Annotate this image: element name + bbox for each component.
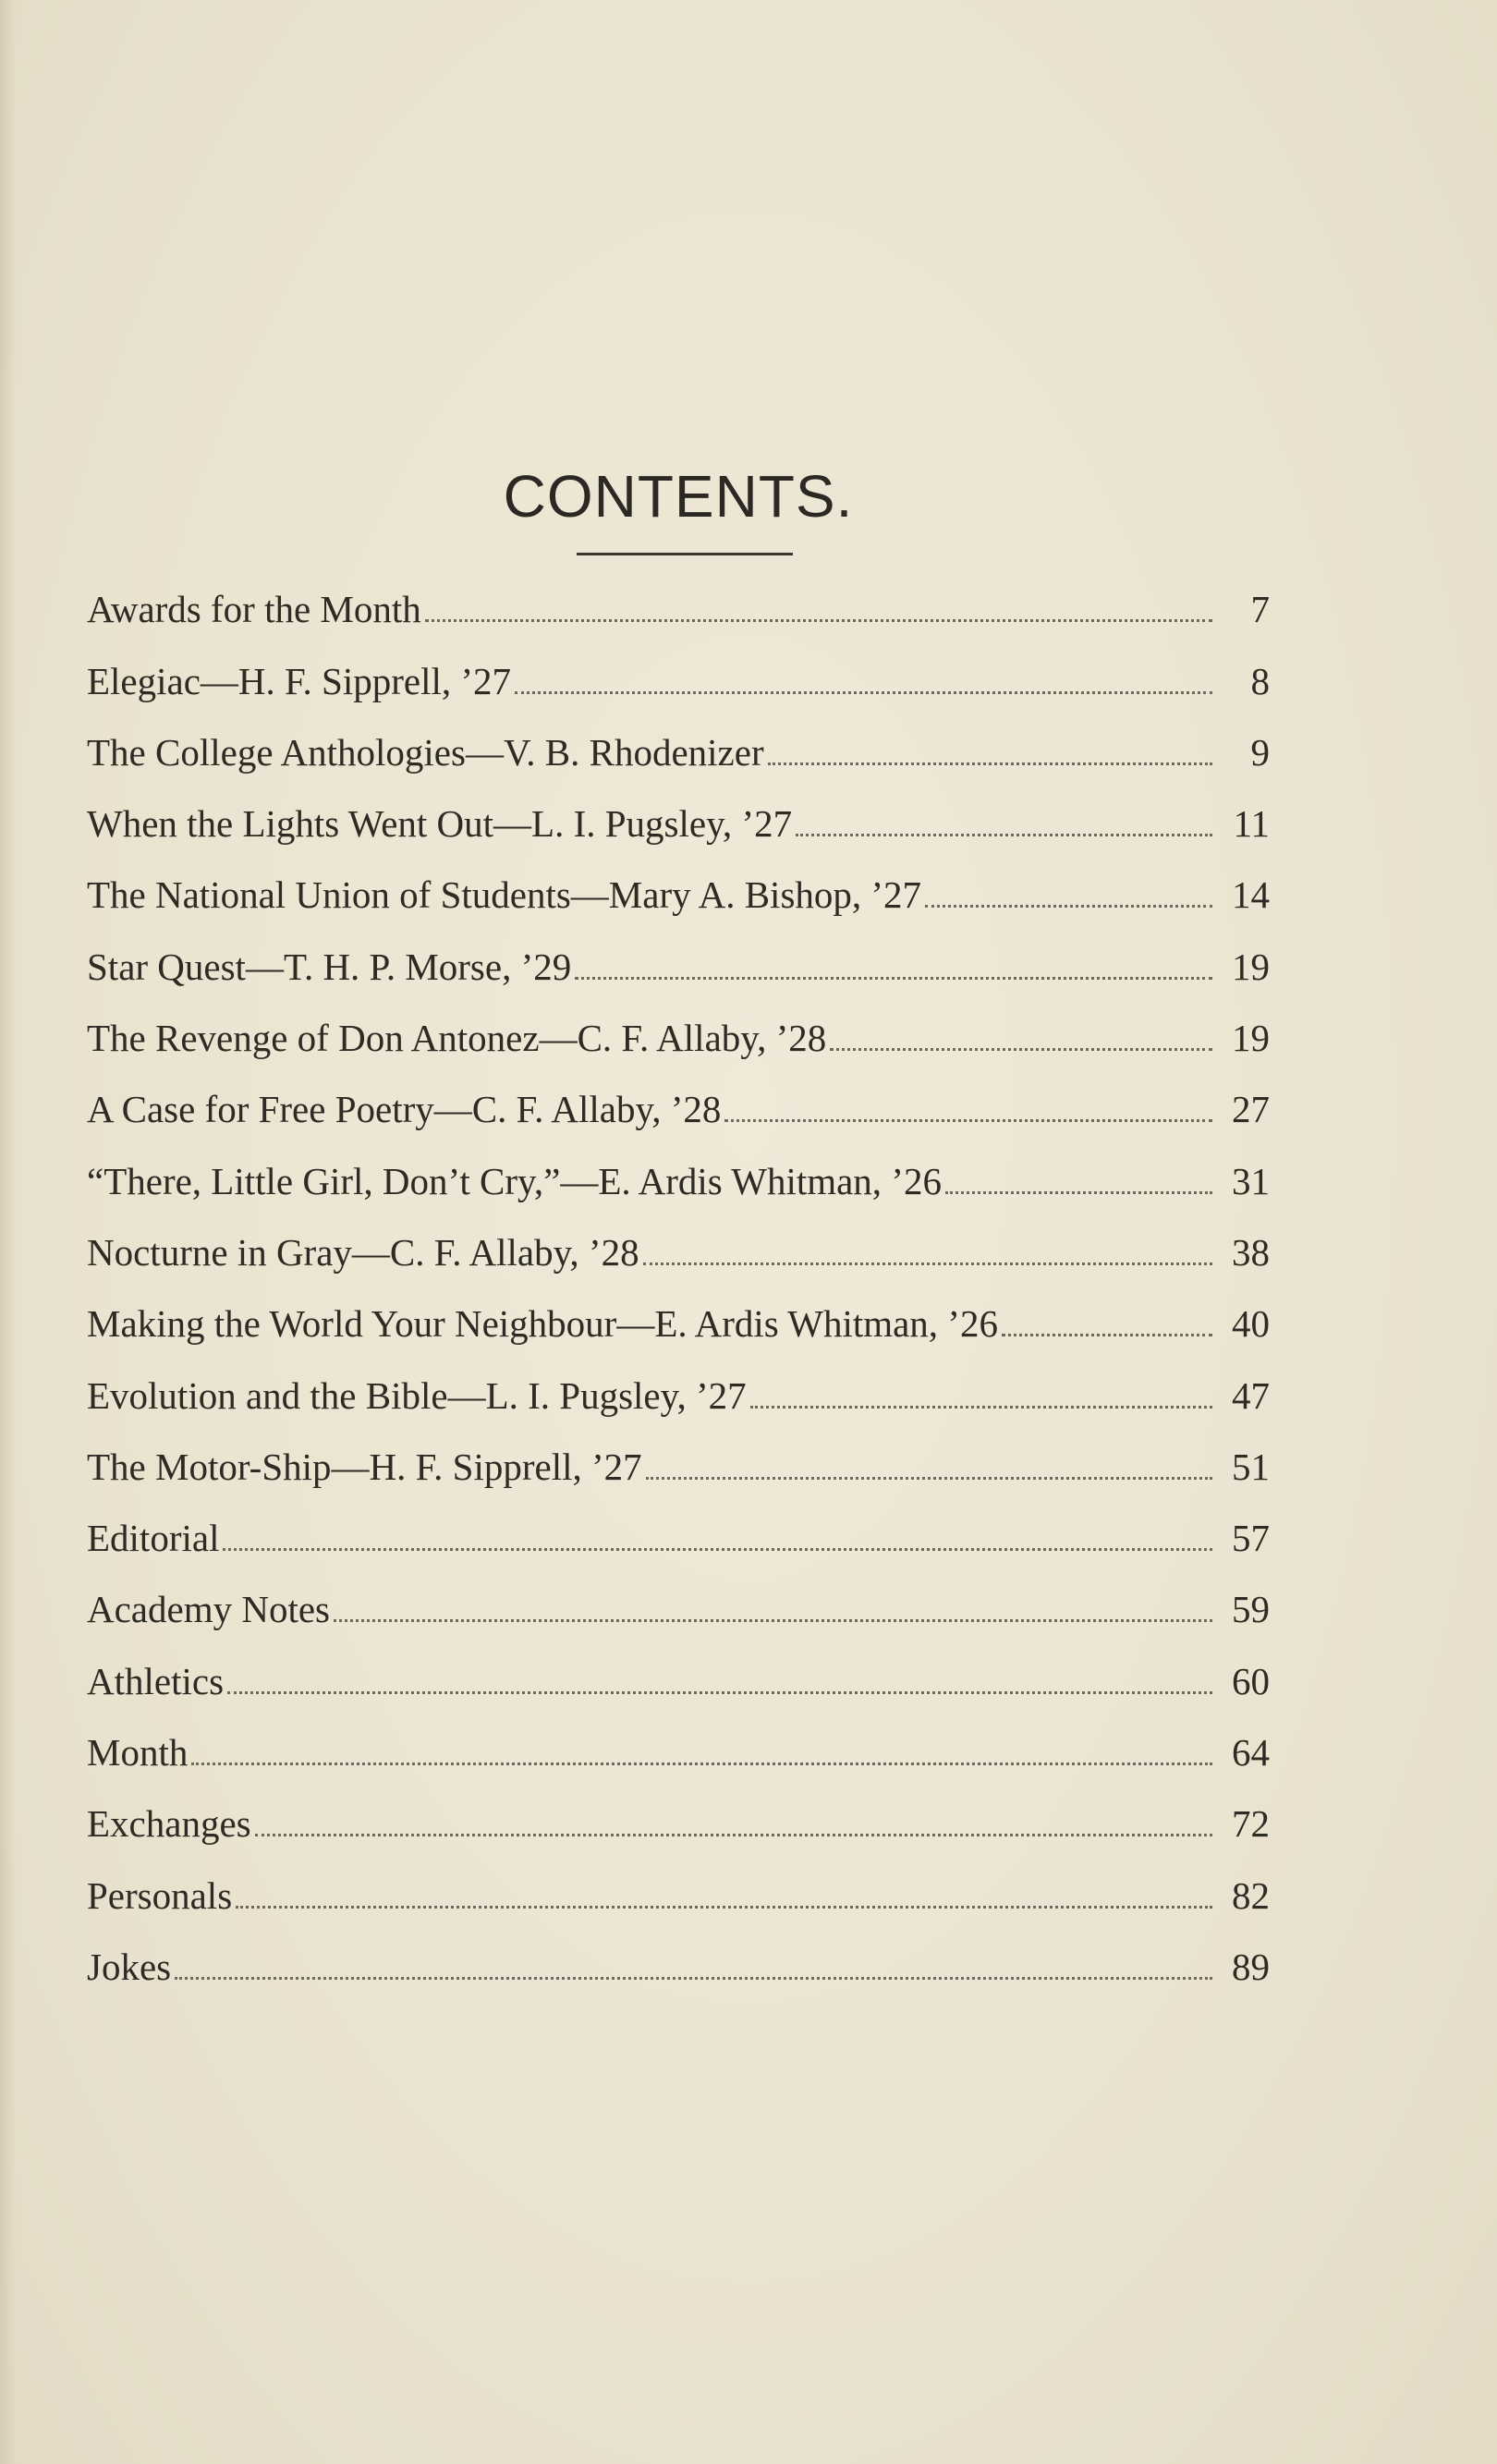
toc-entry [87,1635,1270,1706]
dot-leader [724,1119,1212,1122]
toc-entry-page: 47 [1232,1373,1270,1417]
dot-leader [425,619,1212,622]
toc-entry [87,778,1270,849]
toc-entry-page: 31 [1232,1159,1270,1202]
toc-entry [87,1207,1270,1278]
toc-entry [87,1778,1270,1849]
table-of-contents [87,564,1270,1993]
toc-entry-page: 60 [1232,1659,1270,1702]
toc-entry-title: Jokes [87,1945,172,1988]
toc-entry-title: When the Lights Went Out—L. I. Pugsley, ’27 [87,802,793,846]
dot-leader [191,1763,1212,1765]
dot-leader [575,977,1212,980]
toc-entry [87,707,1270,778]
toc-entry-title: A Case for Free Poetry—C. F. Allaby, ’28 [87,1088,722,1131]
dot-leader [830,1048,1212,1051]
toc-entry-title: Editorial [87,1517,220,1560]
dot-leader [925,905,1212,908]
toc-entry-page: 59 [1232,1588,1270,1631]
toc-entry [87,849,1270,921]
toc-entry-page: 82 [1232,1873,1270,1917]
toc-entry [87,993,1270,1064]
toc-entry [87,1064,1270,1135]
dot-leader [768,762,1212,765]
toc-entry [87,1849,1270,1921]
dot-leader [1002,1334,1212,1336]
toc-entry-page: 40 [1232,1302,1270,1346]
toc-entry-page: 72 [1232,1802,1270,1846]
toc-entry-title: Star Quest—T. H. P. Morse, ’29 [87,945,572,988]
toc-entry [87,1493,1270,1564]
toc-entry-title: Academy Notes [87,1588,330,1631]
toc-entry-page: 89 [1232,1945,1270,1988]
toc-entry [87,1564,1270,1635]
toc-entry-title: The Revenge of Don Antonez—C. F. Allaby, ’28 [87,1017,827,1060]
toc-entry [87,1278,1270,1349]
toc-entry-title: The Motor-Ship—H. F. Sipprell, ’27 [87,1445,642,1488]
toc-entry [87,564,1270,635]
toc-entry [87,1421,1270,1493]
dot-leader [643,1262,1212,1265]
toc-entry-title: Exchanges [87,1802,251,1846]
toc-entry [87,1135,1270,1206]
toc-entry-page: 64 [1232,1731,1270,1775]
toc-entry-title: Awards for the Month [87,588,421,631]
dot-leader [646,1477,1212,1480]
toc-entry-page: 27 [1232,1088,1270,1131]
toc-entry-page: 7 [1250,588,1270,631]
toc-entry-page: 8 [1250,659,1270,702]
toc-entry-page: 9 [1250,730,1270,774]
dot-leader [750,1406,1212,1409]
toc-entry [87,1921,1270,1993]
toc-entry-title: The College Anthologies—V. B. Rhodenizer [87,730,764,774]
toc-entry-page: 11 [1233,802,1270,846]
page-edge-shadow [0,0,17,2464]
toc-entry-title: Athletics [87,1659,225,1702]
dot-leader [334,1619,1212,1622]
dot-leader [945,1191,1212,1194]
toc-entry-title: Month [87,1731,189,1775]
toc-entry-title: Making the World Your Neighbour—E. Ardis Whitman, ’26 [87,1302,998,1346]
dot-leader [515,691,1212,694]
toc-entry [87,1349,1270,1421]
toc-entry-page: 19 [1232,945,1270,988]
toc-entry-page: 51 [1232,1445,1270,1488]
toc-entry-title: Personals [87,1873,233,1917]
dot-leader [175,1977,1212,1980]
toc-entry [87,1707,1270,1778]
dot-leader [223,1548,1212,1551]
toc-entry [87,635,1270,706]
toc-entry-page: 19 [1232,1017,1270,1060]
dot-leader [796,834,1212,836]
toc-entry-page: 14 [1232,873,1270,917]
contents-heading: CONTENTS. [503,463,854,530]
toc-entry-title: “There, Little Girl, Don’t Cry,”—E. Ardis Whitman, ’26 [87,1159,942,1202]
heading-rule [577,553,793,555]
dot-leader [255,1834,1212,1836]
dot-leader [236,1906,1212,1909]
toc-entry-title: Nocturne in Gray—C. F. Allaby, ’28 [87,1230,639,1274]
toc-entry-title: Elegiac—H. F. Sipprell, ’27 [87,659,512,702]
toc-entry-page: 38 [1232,1230,1270,1274]
toc-entry-title: The National Union of Students—Mary A. Bishop, ’27 [87,873,922,917]
toc-entry-page: 57 [1232,1517,1270,1560]
toc-entry [87,921,1270,992]
dot-leader [227,1691,1212,1694]
toc-entry-title: Evolution and the Bible—L. I. Pugsley, ’27 [87,1373,747,1417]
